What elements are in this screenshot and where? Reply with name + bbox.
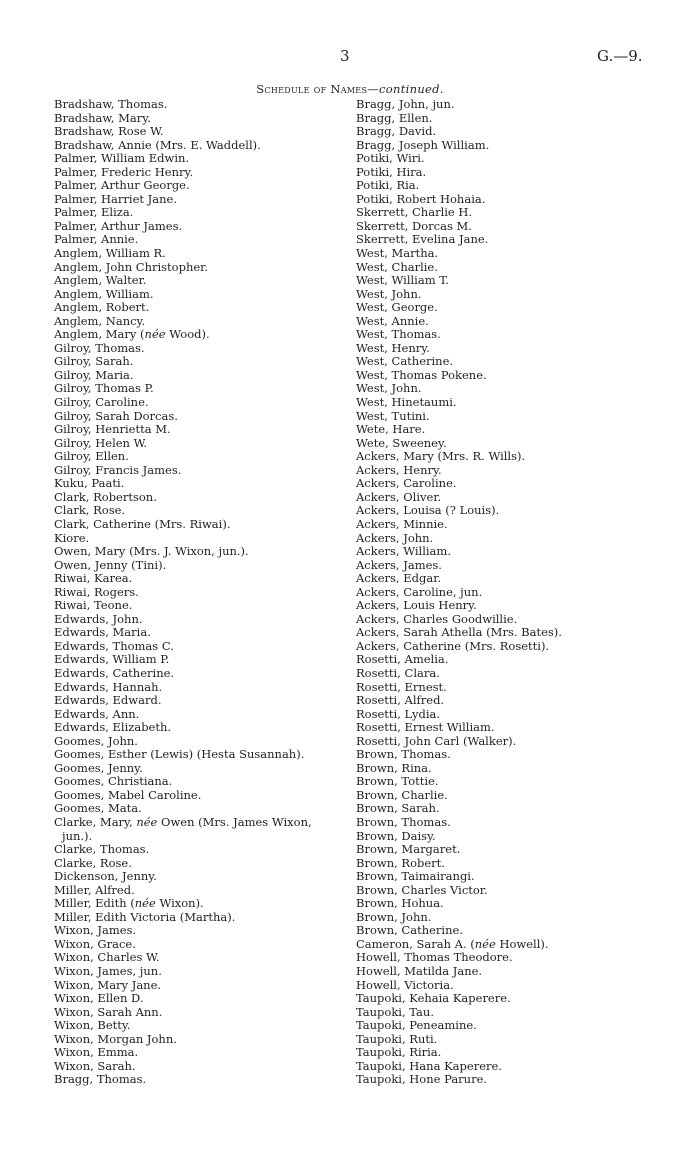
name-entry: Wixon, Mary Jane. xyxy=(54,977,162,992)
name-entry: Palmer, Harriet Jane. xyxy=(54,191,177,206)
name-entry: Brown, Robert. xyxy=(356,855,445,870)
name-entry: Brown, Tottie. xyxy=(356,774,439,789)
name-entry: Miller, Edith (née Wixon). xyxy=(54,896,204,911)
name-entry: Clarke, Rose. xyxy=(54,855,132,870)
name-entry: Goomes, Jenny. xyxy=(54,760,143,775)
name-entry: Dickenson, Jenny. xyxy=(54,869,157,884)
name-entry: Gilroy, Caroline. xyxy=(54,395,149,410)
name-entry: Miller, Alfred. xyxy=(54,882,135,897)
name-entry: West, John. xyxy=(356,286,422,301)
name-entry: Rosetti, John Carl (Walker). xyxy=(356,733,517,748)
name-entry: Bragg, Thomas. xyxy=(54,1072,147,1087)
name-entry: Potiki, Robert Hohaia. xyxy=(356,191,486,206)
name-entry: Howell, Victoria. xyxy=(356,977,454,992)
title-main: Schedule of Names xyxy=(256,82,368,96)
name-entry: Gilroy, Sarah Dorcas. xyxy=(54,408,178,423)
name-entry: Kiore. xyxy=(54,530,90,545)
name-entry: Skerrett, Dorcas M. xyxy=(356,218,472,233)
name-entry: Ackers, Sarah Athella (Mrs. Bates). xyxy=(356,625,562,640)
name-entry: West, Annie. xyxy=(356,313,429,328)
name-entry: Gilroy, Henrietta M. xyxy=(54,422,171,437)
name-entry: Owen, Jenny (Tini). xyxy=(54,557,167,572)
name-entry: Brown, Margaret. xyxy=(356,842,461,857)
name-entry: Brown, Hohua. xyxy=(356,896,444,911)
name-entry: West, Charlie. xyxy=(356,259,438,274)
name-entry: Gilroy, Thomas. xyxy=(54,340,145,355)
name-entry: Taupoki, Hana Kaperere. xyxy=(356,1058,502,1073)
right-name-column xyxy=(356,98,676,1087)
name-entry: Gilroy, Francis James. xyxy=(54,462,182,477)
name-entry: Edwards, Catherine. xyxy=(54,665,175,680)
name-entry: Brown, Daisy. xyxy=(356,828,436,843)
name-entry: Anglem, Robert. xyxy=(54,300,150,315)
name-entry: Ackers, Oliver. xyxy=(356,489,442,504)
name-entry: Wixon, Charles W. xyxy=(54,950,160,965)
name-entry: Ackers, Henry. xyxy=(356,462,442,477)
name-entry: jun.). xyxy=(62,828,93,843)
name-entry: Brown, Catherine. xyxy=(356,923,463,938)
name-entry: West, Tutini. xyxy=(356,408,430,423)
name-entry: Potiki, Hira. xyxy=(356,164,427,179)
name-entry: Ackers, Catherine (Mrs. Rosetti). xyxy=(356,638,550,653)
name-entry: Brown, Sarah. xyxy=(356,801,440,816)
left-name-column xyxy=(54,98,339,1087)
name-entry: Edwards, Edward. xyxy=(54,693,162,708)
name-entry: Taupoki, Hone Parure. xyxy=(356,1072,488,1087)
name-entry: Brown, Taimairangi. xyxy=(356,869,475,884)
name-entry: Howell, Matilda Jane. xyxy=(356,964,483,978)
name-entry: Goomes, John. xyxy=(54,733,138,748)
name-entry: West, Henry. xyxy=(356,340,430,355)
schedule-title xyxy=(0,82,700,96)
name-entry: Rosetti, Amelia. xyxy=(356,652,449,667)
name-entry: Rosetti, Ernest William. xyxy=(356,720,495,735)
name-entry: Wixon, Grace. xyxy=(54,936,136,951)
name-entry: Clark, Robertson. xyxy=(54,489,157,504)
name-entry: Wixon, Morgan John. xyxy=(54,1031,177,1046)
name-entry: Anglem, Walter. xyxy=(54,273,147,288)
name-entry: Bradshaw, Rose W. xyxy=(54,124,164,139)
name-entry: Owen, Mary (Mrs. J. Wixon, jun.). xyxy=(54,544,249,559)
name-entry: Wixon, Emma. xyxy=(54,1045,139,1060)
name-entry: Brown, Charlie. xyxy=(356,787,448,802)
name-entry: West, Hinetaumi. xyxy=(356,395,457,410)
name-entry: Howell, Thomas Theodore. xyxy=(356,950,513,965)
name-entry: Clarke, Mary, née Owen (Mrs. James Wixon, xyxy=(54,814,312,829)
name-entry: Palmer, William Edwin. xyxy=(54,151,190,166)
name-entry: Bragg, Joseph William. xyxy=(356,137,490,152)
name-entry: Bragg, Ellen. xyxy=(356,110,433,125)
name-entry: Edwards, Ann. xyxy=(54,706,140,721)
name-entry: Palmer, Frederic Henry. xyxy=(54,164,194,179)
name-entry: Skerrett, Charlie H. xyxy=(356,205,473,220)
name-entry: Taupoki, Tau. xyxy=(356,1004,434,1019)
name-entry: Rosetti, Clara. xyxy=(356,665,440,680)
name-entry: Ackers, Caroline, jun. xyxy=(356,584,483,599)
name-entry: Wixon, James. xyxy=(54,923,137,938)
name-entry: Bradshaw, Thomas. xyxy=(54,97,168,111)
name-entry: Ackers, Charles Goodwillie. xyxy=(356,611,518,626)
name-entry: Riwai, Teone. xyxy=(54,598,133,613)
name-entry: Gilroy, Thomas P. xyxy=(54,381,154,396)
name-entry: Anglem, Mary (née Wood). xyxy=(54,327,210,342)
title-continued: continued. xyxy=(379,82,444,96)
name-entry: Cameron, Sarah A. (née Howell). xyxy=(356,936,549,951)
page-number: 3 xyxy=(340,47,350,65)
name-entry: West, Thomas. xyxy=(356,327,441,342)
name-entry: Wete, Hare. xyxy=(356,422,426,437)
name-entry: Palmer, Eliza. xyxy=(54,205,134,220)
name-entry: Edwards, Maria. xyxy=(54,625,151,640)
name-entry: Brown, Thomas. xyxy=(356,814,451,829)
name-entry: West, William T. xyxy=(356,273,449,288)
name-entry: Riwai, Karea. xyxy=(54,571,133,586)
document-code: G.—9. xyxy=(597,47,643,65)
name-entry: Ackers, Louis Henry. xyxy=(356,598,477,613)
name-entry: West, Martha. xyxy=(356,246,439,261)
name-entry: Bradshaw, Annie (Mrs. E. Waddell). xyxy=(54,137,261,152)
name-entry: Ackers, William. xyxy=(356,544,451,559)
name-entry: Edwards, Elizabeth. xyxy=(54,720,172,735)
name-entry: Goomes, Christiana. xyxy=(54,774,173,789)
name-entry: West, Thomas Pokene. xyxy=(356,367,487,382)
name-entry: Wete, Sweeney. xyxy=(356,435,447,450)
name-entry: West, George. xyxy=(356,300,438,315)
name-entry: Clark, Rose. xyxy=(54,503,126,518)
name-entry: West, John. xyxy=(356,381,422,396)
name-entry: Anglem, John Christopher. xyxy=(54,259,209,274)
name-entry: Wixon, Ellen D. xyxy=(54,991,144,1006)
name-entry: Palmer, Arthur George. xyxy=(54,178,190,193)
name-entry: Goomes, Esther (Lewis) (Hesta Susannah). xyxy=(54,747,305,762)
name-entry: Ackers, Louisa (? Louis). xyxy=(356,503,500,518)
name-entry: West, Catherine. xyxy=(356,354,454,369)
name-entry: Wixon, James, jun. xyxy=(54,964,162,978)
name-entry: Potiki, Ria. xyxy=(356,178,420,193)
name-entry: Brown, John. xyxy=(356,909,432,924)
name-entry: Wixon, Sarah. xyxy=(54,1058,136,1073)
name-entry: Ackers, Caroline. xyxy=(356,476,457,491)
name-entry: Clark, Catherine (Mrs. Riwai). xyxy=(54,516,231,531)
name-entry: Brown, Thomas. xyxy=(356,747,451,762)
name-entry: Bradshaw, Mary. xyxy=(54,110,151,125)
name-entry: Taupoki, Ruti. xyxy=(356,1031,438,1046)
name-entry: Ackers, John. xyxy=(356,530,434,545)
name-entry: Taupoki, Riria. xyxy=(356,1045,442,1060)
name-entry: Potiki, Wiri. xyxy=(356,151,425,166)
name-entry: Ackers, Edgar. xyxy=(356,571,442,586)
name-entry: Wixon, Betty. xyxy=(54,1018,131,1033)
name-entry: Rosetti, Lydia. xyxy=(356,706,441,721)
name-entry: Palmer, Arthur James. xyxy=(54,218,183,233)
name-entry: Bragg, John, jun. xyxy=(356,97,455,111)
name-entry: Skerrett, Evelina Jane. xyxy=(356,232,489,247)
name-entry: Bragg, David. xyxy=(356,124,437,139)
name-entry: Goomes, Mata. xyxy=(54,801,142,816)
name-entry: Ackers, Mary (Mrs. R. Wills). xyxy=(356,449,526,464)
title-separator: — xyxy=(367,82,380,96)
name-entry: Wixon, Sarah Ann. xyxy=(54,1004,163,1019)
name-entry: Gilroy, Ellen. xyxy=(54,449,129,464)
name-entry: Anglem, William R. xyxy=(54,246,166,261)
name-entry: Edwards, Thomas C. xyxy=(54,638,174,653)
name-entry: Gilroy, Sarah. xyxy=(54,354,134,369)
name-entry: Rosetti, Ernest. xyxy=(356,679,447,694)
name-entry: Taupoki, Kehaia Kaperere. xyxy=(356,991,511,1006)
name-entry: Palmer, Annie. xyxy=(54,232,139,247)
name-entry: Ackers, Minnie. xyxy=(356,516,448,531)
name-entry: Brown, Rina. xyxy=(356,760,432,775)
name-entry: Ackers, James. xyxy=(356,557,442,572)
name-entry: Miller, Edith Victoria (Martha). xyxy=(54,909,236,924)
name-entry: Gilroy, Helen W. xyxy=(54,435,148,450)
name-entry: Brown, Charles Victor. xyxy=(356,882,488,897)
name-entry: Goomes, Mabel Caroline. xyxy=(54,787,202,802)
name-entry: Kuku, Paati. xyxy=(54,476,125,491)
name-entry: Edwards, John. xyxy=(54,611,143,626)
name-entry: Gilroy, Maria. xyxy=(54,367,134,382)
name-entry: Rosetti, Alfred. xyxy=(356,693,445,708)
name-entry: Anglem, William. xyxy=(54,286,154,301)
name-entry: Riwai, Rogers. xyxy=(54,584,139,599)
name-entry: Taupoki, Peneamine. xyxy=(356,1018,477,1033)
name-entry: Clarke, Thomas. xyxy=(54,842,150,857)
name-entry: Edwards, Hannah. xyxy=(54,679,163,694)
name-entry: Anglem, Nancy. xyxy=(54,313,146,328)
name-entry: Edwards, William P. xyxy=(54,652,170,667)
